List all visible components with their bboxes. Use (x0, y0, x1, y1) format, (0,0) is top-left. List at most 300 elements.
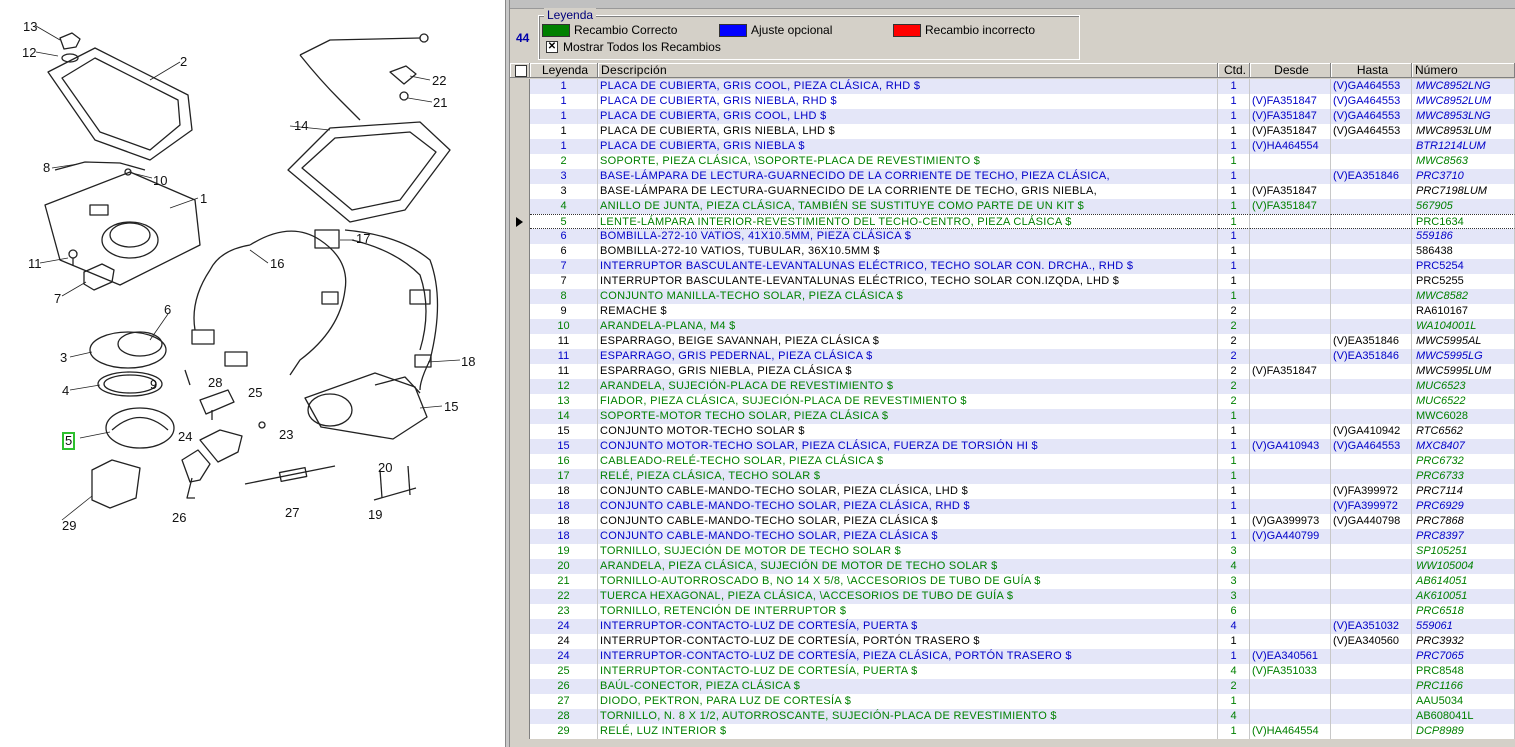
cell-descripcion: PLACA DE CUBIERTA, GRIS COOL, LHD $ (598, 109, 1218, 124)
cell-desde: (V)FA351847 (1250, 94, 1331, 109)
cell-leyenda: 24 (530, 619, 598, 634)
row-selector[interactable] (510, 109, 530, 124)
cell-descripcion: INTERRUPTOR-CONTACTO-LUZ DE CORTESÍA, PUERTA $ (598, 664, 1218, 679)
legend-item-optional (719, 23, 832, 37)
table-row[interactable] (510, 184, 1515, 199)
cell-leyenda: 26 (530, 679, 598, 694)
cell-numero: PRC7065 (1412, 649, 1515, 664)
cell-leyenda: 11 (530, 349, 598, 364)
cell-desde: (V)FA351033 (1250, 664, 1331, 679)
callout-12[interactable]: 12 (22, 45, 37, 60)
cell-ctd: 4 (1218, 664, 1250, 679)
cell-numero: BTR1214LUM (1412, 139, 1515, 154)
cell-leyenda: 7 (530, 274, 598, 289)
col-header-desde[interactable]: Desde (1250, 63, 1331, 78)
cell-leyenda: 21 (530, 574, 598, 589)
callout-27[interactable]: 27 (285, 505, 300, 520)
cell-hasta: (V)EA351032 (1331, 619, 1412, 634)
row-selector[interactable] (510, 499, 530, 514)
cell-numero: MWC8582 (1412, 289, 1515, 304)
cell-hasta (1331, 604, 1412, 619)
row-selector[interactable] (510, 364, 530, 379)
cell-desde (1250, 679, 1331, 694)
cell-numero: PRC7868 (1412, 514, 1515, 529)
cell-numero: MWC8953LNG (1412, 109, 1515, 124)
callout-21[interactable]: 21 (433, 95, 448, 110)
cell-desde: (V)EA340561 (1250, 649, 1331, 664)
cell-hasta (1331, 529, 1412, 544)
cell-ctd: 1 (1218, 694, 1250, 709)
row-selector[interactable] (510, 214, 530, 229)
cell-ctd: 1 (1218, 79, 1250, 94)
table-row[interactable] (510, 514, 1515, 529)
exploded-view-drawing (0, 0, 505, 747)
callout-23[interactable]: 23 (279, 427, 294, 442)
table-row[interactable] (510, 109, 1515, 124)
cell-ctd: 4 (1218, 619, 1250, 634)
cell-numero: PRC5255 (1412, 274, 1515, 289)
callout-29[interactable]: 29 (62, 518, 77, 533)
row-selector[interactable] (510, 694, 530, 709)
table-row[interactable] (510, 709, 1515, 724)
cell-leyenda: 22 (530, 589, 598, 604)
cell-leyenda: 3 (530, 169, 598, 184)
cell-hasta (1331, 199, 1412, 214)
cell-hasta: (V)GA440798 (1331, 514, 1412, 529)
table-row[interactable] (510, 634, 1515, 649)
callout-26[interactable]: 26 (172, 510, 187, 525)
cell-descripcion: INTERRUPTOR BASCULANTE-LEVANTALUNAS ELÉCTRICO, TECHO SOLAR CON. DRCHA., RHD $ (598, 259, 1218, 274)
row-selector[interactable] (510, 424, 530, 439)
col-header-ctd[interactable]: Ctd. (1218, 63, 1250, 78)
callout-25[interactable]: 25 (248, 385, 263, 400)
cell-desde: (V)FA351847 (1250, 364, 1331, 379)
cell-desde (1250, 259, 1331, 274)
select-all-header[interactable] (510, 63, 530, 78)
table-row[interactable] (510, 394, 1515, 409)
callout-4[interactable]: 4 (62, 383, 70, 398)
cell-descripcion: INTERRUPTOR BASCULANTE-LEVANTALUNAS ELÉCTRICO, TECHO SOLAR CON.IZQDA, LHD $ (598, 274, 1218, 289)
row-selector[interactable] (510, 289, 530, 304)
cell-leyenda: 20 (530, 559, 598, 574)
cell-numero: PRC8548 (1412, 664, 1515, 679)
cell-leyenda: 6 (530, 229, 598, 244)
legend-label-incorrect: Recambio incorrecto (925, 23, 1036, 37)
table-row[interactable] (510, 139, 1515, 154)
cell-descripcion: ANILLO DE JUNTA, PIEZA CLÁSICA, TAMBIÉN SE SUSTITUYE COMO PARTE DE UN KIT $ (598, 199, 1218, 214)
table-row[interactable] (510, 379, 1515, 394)
cell-descripcion: ESPARRAGO, GRIS NIEBLA, PIEZA CLÁSICA $ (598, 364, 1218, 379)
cell-numero: PRC1166 (1412, 679, 1515, 694)
table-row[interactable] (510, 544, 1515, 559)
row-selector[interactable] (510, 229, 530, 244)
cell-descripcion: CABLEADO-RELÉ-TECHO SOLAR, PIEZA CLÁSICA $ (598, 454, 1218, 469)
current-row-pointer-icon (516, 217, 523, 227)
table-row[interactable] (510, 559, 1515, 574)
table-header (510, 63, 1515, 78)
table-row[interactable] (510, 619, 1515, 634)
row-selector[interactable] (510, 319, 530, 334)
cell-ctd: 1 (1218, 139, 1250, 154)
callout-8[interactable]: 8 (43, 160, 51, 175)
row-selector[interactable] (510, 559, 530, 574)
cell-hasta (1331, 274, 1412, 289)
cell-desde (1250, 469, 1331, 484)
cell-hasta (1331, 544, 1412, 559)
cell-numero: PRC6733 (1412, 469, 1515, 484)
row-selector[interactable] (510, 484, 530, 499)
cell-desde (1250, 694, 1331, 709)
cell-desde (1250, 214, 1331, 229)
callout-6[interactable]: 6 (164, 302, 172, 317)
table-row[interactable] (510, 259, 1515, 274)
cell-descripcion: TORNILLO, N. 8 X 1/2, AUTORROSCANTE, SUJECIÓN-PLACA DE REVESTIMIENTO $ (598, 709, 1218, 724)
callout-19[interactable]: 19 (368, 507, 383, 522)
cell-descripcion: ARANDELA-PLANA, M4 $ (598, 319, 1218, 334)
cell-ctd: 2 (1218, 304, 1250, 319)
callout-28[interactable]: 28 (208, 375, 223, 390)
callout-3[interactable]: 3 (60, 350, 68, 365)
cell-hasta (1331, 454, 1412, 469)
row-selector[interactable] (510, 124, 530, 139)
cell-ctd: 1 (1218, 109, 1250, 124)
show-all-checkbox[interactable]: ✕ (547, 41, 557, 52)
cell-ctd: 1 (1218, 244, 1250, 259)
cell-desde: (V)HA464554 (1250, 139, 1331, 154)
cell-descripcion: BOMBILLA-272-10 VATIOS, TUBULAR, 36X10.5MM $ (598, 244, 1218, 259)
cell-leyenda: 6 (530, 244, 598, 259)
cell-numero: MWC8563 (1412, 154, 1515, 169)
cell-descripcion: BOMBILLA-272-10 VATIOS, 41X10.5MM, PIEZA CLÁSICA $ (598, 229, 1218, 244)
row-selector[interactable] (510, 514, 530, 529)
col-header-leyenda[interactable]: Leyenda (530, 63, 598, 78)
cell-leyenda: 1 (530, 109, 598, 124)
cell-descripcion: CONJUNTO CABLE-MANDO-TECHO SOLAR, PIEZA CLÁSICA $ (598, 529, 1218, 544)
cell-desde (1250, 169, 1331, 184)
cell-leyenda: 18 (530, 514, 598, 529)
cell-ctd: 1 (1218, 529, 1250, 544)
callout-22[interactable]: 22 (432, 73, 447, 88)
cell-desde (1250, 544, 1331, 559)
cell-hasta (1331, 229, 1412, 244)
row-selector[interactable] (510, 394, 530, 409)
cell-numero: SP105251 (1412, 544, 1515, 559)
cell-descripcion: LENTE-LÁMPARA INTERIOR-REVESTIMIENTO DEL TECHO-CENTRO, PIEZA CLÁSICA $ (598, 214, 1218, 229)
cell-ctd: 2 (1218, 379, 1250, 394)
callout-18[interactable]: 18 (461, 354, 476, 369)
table-row[interactable] (510, 664, 1515, 679)
cell-leyenda: 29 (530, 724, 598, 739)
cell-numero: MWC8953LUM (1412, 124, 1515, 139)
cell-desde (1250, 379, 1331, 394)
table-row[interactable] (510, 499, 1515, 514)
cell-numero: PRC7114 (1412, 484, 1515, 499)
cell-leyenda: 18 (530, 529, 598, 544)
parts-diagram (0, 0, 505, 747)
cell-desde: (V)GA440799 (1250, 529, 1331, 544)
row-selector[interactable] (510, 619, 530, 634)
row-selector[interactable] (510, 304, 530, 319)
table-row[interactable] (510, 274, 1515, 289)
row-selector[interactable] (510, 634, 530, 649)
cell-leyenda: 17 (530, 469, 598, 484)
callout-24[interactable]: 24 (178, 429, 193, 444)
cell-numero: 567905 (1412, 199, 1515, 214)
cell-ctd: 1 (1218, 454, 1250, 469)
cell-ctd: 2 (1218, 319, 1250, 334)
cell-ctd: 3 (1218, 544, 1250, 559)
row-selector[interactable] (510, 469, 530, 484)
legend-label-optional: Ajuste opcional (751, 23, 833, 37)
cell-hasta (1331, 589, 1412, 604)
cell-numero: PRC5254 (1412, 259, 1515, 274)
legend-swatch-incorrect (893, 24, 921, 37)
cell-desde: (V)FA351847 (1250, 109, 1331, 124)
table-row[interactable] (510, 94, 1515, 109)
table-row[interactable] (510, 604, 1515, 619)
cell-leyenda: 1 (530, 79, 598, 94)
cell-descripcion: TORNILLO, SUJECIÓN DE MOTOR DE TECHO SOLAR $ (598, 544, 1218, 559)
cell-leyenda: 28 (530, 709, 598, 724)
callout-5[interactable]: 5 (62, 432, 75, 450)
table-row[interactable] (510, 319, 1515, 334)
cell-hasta: (V)GA464553 (1331, 124, 1412, 139)
cell-hasta (1331, 184, 1412, 199)
cell-numero: MWC5995LUM (1412, 364, 1515, 379)
table-row[interactable] (510, 199, 1515, 214)
cell-ctd: 1 (1218, 439, 1250, 454)
row-selector[interactable] (510, 574, 530, 589)
cell-desde (1250, 79, 1331, 94)
table-row[interactable] (510, 304, 1515, 319)
row-selector[interactable] (510, 604, 530, 619)
callout-1[interactable]: 1 (200, 191, 208, 206)
show-all-toggle[interactable] (546, 40, 721, 54)
cell-ctd: 1 (1218, 94, 1250, 109)
callout-17[interactable]: 17 (356, 231, 371, 246)
cell-numero: 559061 (1412, 619, 1515, 634)
cell-hasta (1331, 394, 1412, 409)
table-row[interactable] (510, 244, 1515, 259)
select-all-checkbox[interactable] (515, 65, 527, 77)
cell-descripcion: CONJUNTO CABLE-MANDO-TECHO SOLAR, PIEZA CLÁSICA $ (598, 514, 1218, 529)
callout-7[interactable]: 7 (54, 291, 62, 306)
callout-11[interactable]: 11 (28, 256, 42, 271)
cell-hasta: (V)FA399972 (1331, 484, 1412, 499)
cell-numero: MWC6028 (1412, 409, 1515, 424)
cell-desde: (V)FA351847 (1250, 124, 1331, 139)
callout-2[interactable]: 2 (180, 54, 188, 69)
row-selector[interactable] (510, 244, 530, 259)
table-row[interactable] (510, 724, 1515, 739)
table-row[interactable] (510, 79, 1515, 94)
cell-desde (1250, 274, 1331, 289)
table-row[interactable] (510, 439, 1515, 454)
cell-ctd: 1 (1218, 289, 1250, 304)
cell-desde (1250, 424, 1331, 439)
callout-13[interactable]: 13 (23, 19, 38, 34)
table-row[interactable] (510, 124, 1515, 139)
cell-numero: PRC8397 (1412, 529, 1515, 544)
callout-14[interactable]: 14 (294, 118, 309, 133)
row-selector[interactable] (510, 274, 530, 289)
row-selector[interactable] (510, 199, 530, 214)
cell-hasta (1331, 289, 1412, 304)
cell-descripcion: ESPARRAGO, BEIGE SAVANNAH, PIEZA CLÁSICA $ (598, 334, 1218, 349)
row-selector[interactable] (510, 529, 530, 544)
table-row[interactable] (510, 574, 1515, 589)
cell-descripcion: DIODO, PEKTRON, PARA LUZ DE CORTESÍA $ (598, 694, 1218, 709)
table-row[interactable] (510, 454, 1515, 469)
cell-desde (1250, 589, 1331, 604)
row-selector[interactable] (510, 139, 530, 154)
row-selector[interactable] (510, 169, 530, 184)
cell-desde: (V)HA464554 (1250, 724, 1331, 739)
row-selector[interactable] (510, 334, 530, 349)
cell-hasta: (V)GA464553 (1331, 79, 1412, 94)
row-selector[interactable] (510, 709, 530, 724)
row-selector[interactable] (510, 589, 530, 604)
cell-ctd: 1 (1218, 484, 1250, 499)
cell-ctd: 4 (1218, 559, 1250, 574)
row-selector[interactable] (510, 439, 530, 454)
cell-ctd: 1 (1218, 469, 1250, 484)
table-row[interactable] (510, 529, 1515, 544)
table-row[interactable] (510, 649, 1515, 664)
row-selector[interactable] (510, 94, 530, 109)
legend-swatch-optional (719, 24, 747, 37)
callout-10[interactable]: 10 (153, 173, 168, 188)
table-row[interactable] (510, 229, 1515, 244)
cell-hasta (1331, 259, 1412, 274)
cell-descripcion: REMACHE $ (598, 304, 1218, 319)
cell-hasta: (V)GA464553 (1331, 109, 1412, 124)
table-row[interactable] (510, 424, 1515, 439)
col-header-hasta[interactable]: Hasta (1331, 63, 1412, 78)
row-selector[interactable] (510, 154, 530, 169)
cell-numero: RA610167 (1412, 304, 1515, 319)
row-selector[interactable] (510, 679, 530, 694)
cell-hasta (1331, 724, 1412, 739)
table-row[interactable] (510, 484, 1515, 499)
cell-hasta (1331, 559, 1412, 574)
row-selector[interactable] (510, 79, 530, 94)
cell-numero: PRC1634 (1412, 214, 1515, 229)
cell-leyenda: 15 (530, 439, 598, 454)
legend-item-correct (542, 23, 677, 37)
cell-numero: PRC6732 (1412, 454, 1515, 469)
cell-ctd: 1 (1218, 169, 1250, 184)
row-selector[interactable] (510, 409, 530, 424)
table-row[interactable] (510, 469, 1515, 484)
row-selector[interactable] (510, 724, 530, 739)
row-selector[interactable] (510, 259, 530, 274)
cell-hasta: (V)EA351846 (1331, 334, 1412, 349)
cell-numero: PRC3932 (1412, 634, 1515, 649)
cell-leyenda: 11 (530, 334, 598, 349)
callout-20[interactable]: 20 (378, 460, 393, 475)
cell-numero: PRC7198LUM (1412, 184, 1515, 199)
cell-desde (1250, 604, 1331, 619)
table-row[interactable] (510, 409, 1515, 424)
cell-ctd: 3 (1218, 574, 1250, 589)
cell-desde: (V)FA351847 (1250, 184, 1331, 199)
cell-leyenda: 12 (530, 379, 598, 394)
cell-hasta: (V)EA351846 (1331, 349, 1412, 364)
table-row[interactable] (510, 289, 1515, 304)
row-selector[interactable] (510, 184, 530, 199)
callout-9[interactable]: 9 (150, 377, 158, 392)
table-row[interactable] (510, 334, 1515, 349)
cell-desde (1250, 394, 1331, 409)
cell-desde (1250, 349, 1331, 364)
cell-numero: AB614051 (1412, 574, 1515, 589)
table-row[interactable] (510, 589, 1515, 604)
cell-hasta (1331, 364, 1412, 379)
cell-ctd: 6 (1218, 604, 1250, 619)
cell-hasta (1331, 649, 1412, 664)
legend-swatch-correct (542, 24, 570, 37)
cell-hasta (1331, 139, 1412, 154)
row-selector[interactable] (510, 649, 530, 664)
cell-numero: MUC6522 (1412, 394, 1515, 409)
cell-ctd: 1 (1218, 409, 1250, 424)
cell-ctd: 2 (1218, 364, 1250, 379)
cell-descripcion: RELÉ, PIEZA CLÁSICA, TECHO SOLAR $ (598, 469, 1218, 484)
cell-numero: PRC6929 (1412, 499, 1515, 514)
cell-leyenda: 25 (530, 664, 598, 679)
row-selector[interactable] (510, 349, 530, 364)
row-selector[interactable] (510, 454, 530, 469)
cell-leyenda: 7 (530, 259, 598, 274)
cell-leyenda: 24 (530, 649, 598, 664)
cell-desde (1250, 619, 1331, 634)
cell-desde (1250, 229, 1331, 244)
table-row[interactable] (510, 349, 1515, 364)
table-row[interactable] (510, 154, 1515, 169)
row-selector[interactable] (510, 379, 530, 394)
cell-descripcion: BASE-LÁMPARA DE LECTURA-GUARNECIDO DE LA CORRIENTE DE TECHO, GRIS NIEBLA, (598, 184, 1218, 199)
cell-descripcion: CONJUNTO MANILLA-TECHO SOLAR, PIEZA CLÁSICA $ (598, 289, 1218, 304)
cell-desde (1250, 334, 1331, 349)
col-header-descripcion[interactable]: Descripción (598, 63, 1218, 78)
table-row[interactable] (510, 169, 1515, 184)
row-selector[interactable] (510, 664, 530, 679)
callout-15[interactable]: 15 (444, 399, 459, 414)
cell-leyenda: 3 (530, 184, 598, 199)
callout-16[interactable]: 16 (270, 256, 285, 271)
row-selector[interactable] (510, 544, 530, 559)
cell-descripcion: CONJUNTO CABLE-MANDO-TECHO SOLAR, PIEZA CLÁSICA, LHD $ (598, 484, 1218, 499)
cell-ctd: 1 (1218, 199, 1250, 214)
cell-numero: WW105004 (1412, 559, 1515, 574)
legend-title: Leyenda (544, 8, 596, 22)
cell-desde (1250, 559, 1331, 574)
cell-leyenda: 14 (530, 409, 598, 424)
table-row[interactable] (510, 364, 1515, 379)
table-row[interactable] (510, 214, 1515, 229)
table-row[interactable] (510, 679, 1515, 694)
cell-ctd: 1 (1218, 214, 1250, 229)
cell-descripcion: PLACA DE CUBIERTA, GRIS NIEBLA $ (598, 139, 1218, 154)
cell-leyenda: 8 (530, 289, 598, 304)
table-row[interactable] (510, 694, 1515, 709)
cell-desde (1250, 154, 1331, 169)
col-header-numero[interactable]: Número (1412, 63, 1515, 78)
cell-descripcion: CONJUNTO MOTOR-TECHO SOLAR $ (598, 424, 1218, 439)
cell-descripcion: SOPORTE, PIEZA CLÁSICA, \SOPORTE-PLACA DE REVESTIMIENTO $ (598, 154, 1218, 169)
cell-leyenda: 2 (530, 154, 598, 169)
